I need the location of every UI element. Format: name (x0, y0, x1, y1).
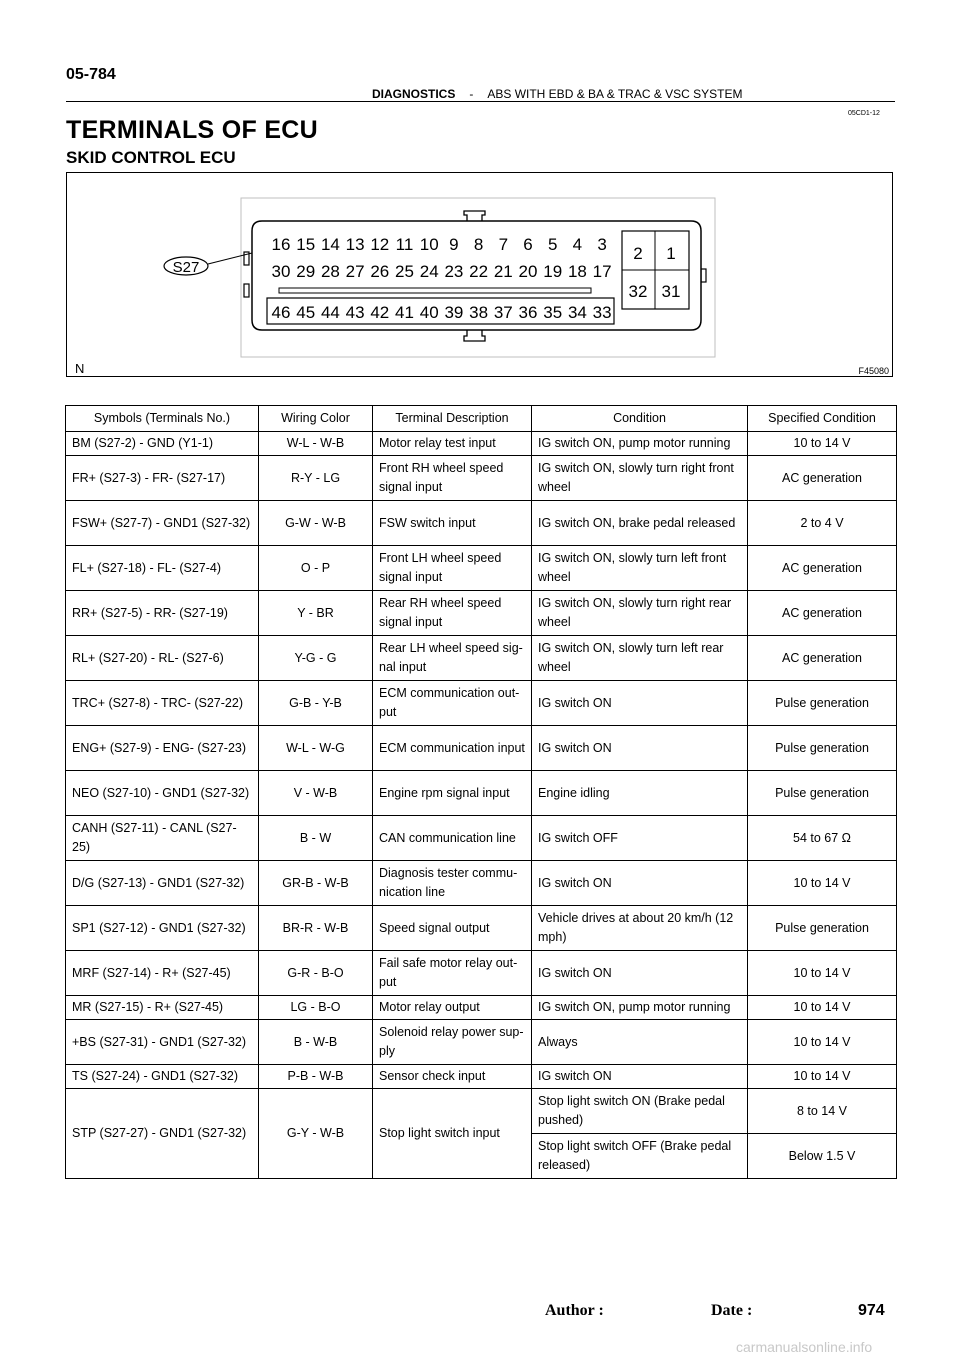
table-row (66, 432, 897, 456)
table-row (66, 771, 897, 816)
author-label: Author : (545, 1302, 604, 1319)
pin-number: 27 (345, 262, 365, 281)
pin-number: 17 (592, 262, 612, 281)
power-pin-number: 2 (633, 244, 643, 263)
cell-terminal-description: Engine rpm signal input (373, 771, 532, 816)
cell-symbols: ENG+ (S27-9) - ENG- (S27-23) (66, 726, 259, 771)
pin-number: 45 (296, 303, 316, 322)
cell-wiring-color: V - W-B (259, 771, 373, 816)
table-header-row (66, 406, 897, 432)
pin-number: 11 (395, 235, 414, 254)
cell-symbols: CANH (S27-11) - CANL (S27-25) (66, 816, 259, 861)
pin-number: 24 (419, 262, 439, 281)
pin-number: 46 (271, 303, 291, 322)
cell-specified-condition: 10 to 14 V (748, 996, 897, 1020)
cell-symbols: TRC+ (S27-8) - TRC- (S27-22) (66, 681, 259, 726)
cell-condition: IG switch ON, pump motor running (532, 432, 748, 456)
cell-terminal-description: Rear RH wheel speed signal input (373, 591, 532, 636)
pin-number: 7 (498, 235, 509, 254)
figure-code: F45080 (858, 366, 889, 376)
cell-terminal-description: Rear LH wheel speed sig-nal input (373, 636, 532, 681)
cell-wiring-color: B - W (259, 816, 373, 861)
pin-number: 44 (320, 303, 340, 322)
cell-wiring-color: G-R - B-O (259, 951, 373, 996)
connector-top-tab (464, 211, 485, 221)
cell-condition: IG switch ON (532, 1065, 748, 1089)
document-id: 05CD1-12 (848, 110, 880, 117)
cell-condition: IG switch ON (532, 861, 748, 906)
table-row (66, 501, 897, 546)
pin-number: 39 (444, 303, 464, 322)
cell-symbols: FL+ (S27-18) - FL- (S27-4) (66, 546, 259, 591)
pin-number: 15 (296, 235, 316, 254)
table-row (66, 1065, 897, 1089)
date-label: Date : (711, 1302, 753, 1319)
pin-number: 38 (469, 303, 489, 322)
table-row (66, 591, 897, 636)
pin-number: 3 (597, 235, 607, 254)
cell-terminal-description: Front RH wheel speed signal input (373, 456, 532, 501)
cell-symbols: NEO (S27-10) - GND1 (S27-32) (66, 771, 259, 816)
cell-symbols: RL+ (S27-20) - RL- (S27-6) (66, 636, 259, 681)
pin-number: 43 (345, 303, 365, 322)
pin-number: 21 (493, 262, 513, 281)
cell-terminal-description: Motor relay test input (373, 432, 532, 456)
section-title: DIAGNOSTICS (372, 87, 456, 101)
cell-symbols: FR+ (S27-3) - FR- (S27-17) (66, 456, 259, 501)
cell-wiring-color: GR-B - W-B (259, 861, 373, 906)
cell-specified-condition: 2 to 4 V (748, 501, 897, 546)
cell-terminal-description: Stop light switch input (373, 1089, 532, 1179)
cell-condition: IG switch ON, pump motor running (532, 996, 748, 1020)
cell-terminal-description: Solenoid relay power sup-ply (373, 1020, 532, 1065)
pin-number: 13 (345, 235, 365, 254)
page-subtitle: SKID CONTROL ECU (66, 148, 236, 167)
cell-condition: IG switch ON (532, 726, 748, 771)
table-row (66, 1020, 897, 1065)
cell-symbols: +BS (S27-31) - GND1 (S27-32) (66, 1020, 259, 1065)
cell-specified-condition: Pulse generation (748, 906, 897, 951)
header-wiring-color: Wiring Color (259, 406, 373, 432)
pin-number: 19 (543, 262, 563, 281)
cell-condition: IG switch ON, slowly turn left front wheel (532, 546, 748, 591)
pin-number: 29 (296, 262, 316, 281)
cell-symbols: MRF (S27-14) - R+ (S27-45) (66, 951, 259, 996)
cell-wiring-color: G-W - W-B (259, 501, 373, 546)
cell-terminal-description: Diagnosis tester commu-nication line (373, 861, 532, 906)
terminal-table (65, 405, 897, 1179)
cell-symbols: RR+ (S27-5) - RR- (S27-19) (66, 591, 259, 636)
cell-terminal-description: CAN communication line (373, 816, 532, 861)
cell-specified-condition: Pulse generation (748, 681, 897, 726)
header-rule (66, 101, 895, 102)
table-row (66, 456, 897, 501)
cell-symbols: STP (S27-27) - GND1 (S27-32) (66, 1089, 259, 1179)
cell-symbols: D/G (S27-13) - GND1 (S27-32) (66, 861, 259, 906)
cell-wiring-color: B - W-B (259, 1020, 373, 1065)
pin-number: 25 (395, 262, 414, 281)
header-dash: - (469, 87, 474, 101)
power-pin-number: 32 (628, 282, 648, 301)
cell-wiring-color: Y - BR (259, 591, 373, 636)
table-row (66, 726, 897, 771)
cell-wiring-color: BR-R - W-B (259, 906, 373, 951)
cell-terminal-description: Fail safe motor relay out-put (373, 951, 532, 996)
cell-specified-condition: Pulse generation (748, 726, 897, 771)
cell-specified-condition: 10 to 14 V (748, 861, 897, 906)
page-title: TERMINALS OF ECU (66, 116, 319, 144)
cell-specified-condition: 54 to 67 Ω (748, 816, 897, 861)
cell-symbols: TS (S27-24) - GND1 (S27-32) (66, 1065, 259, 1089)
pin-number: 8 (473, 235, 484, 254)
cell-specified-condition: AC generation (748, 636, 897, 681)
figure-corner-label: N (75, 361, 85, 376)
pin-number: 36 (518, 303, 538, 322)
connector-label-leader (208, 253, 252, 264)
cell-condition: Stop light switch OFF (Brake pedal released) (532, 1134, 748, 1179)
cell-terminal-description: ECM communication input (373, 726, 532, 771)
footer-page-number: 974 (858, 1302, 885, 1319)
table-row (66, 546, 897, 591)
table-row (66, 861, 897, 906)
pin-number: 42 (370, 303, 390, 322)
power-pin-number: 31 (661, 282, 681, 301)
pin-number: 20 (518, 262, 538, 281)
pin-number: 40 (419, 303, 439, 322)
cell-terminal-description: ECM communication out-put (373, 681, 532, 726)
cell-condition: Engine idling (532, 771, 748, 816)
cell-specified-condition: 10 to 14 V (748, 951, 897, 996)
table-row (66, 951, 897, 996)
cell-specified-condition: Below 1.5 V (748, 1134, 897, 1179)
cell-symbols: FSW+ (S27-7) - GND1 (S27-32) (66, 501, 259, 546)
table-row (66, 681, 897, 726)
cell-specified-condition: 10 to 14 V (748, 1020, 897, 1065)
connector-bottom-tab (464, 330, 485, 341)
cell-terminal-description: Sensor check input (373, 1065, 532, 1089)
pin-number: 35 (543, 303, 563, 322)
header-condition: Condition (532, 406, 748, 432)
pin-number: 14 (320, 235, 340, 254)
connector-diagram (67, 173, 894, 378)
cell-condition: IG switch ON, slowly turn left rear wheel (532, 636, 748, 681)
cell-condition: IG switch ON (532, 951, 748, 996)
connector-label: S27 (172, 259, 200, 276)
pin-number: 4 (572, 235, 583, 254)
cell-condition: IG switch ON, slowly turn right rear wheel (532, 591, 748, 636)
pin-number: 23 (444, 262, 464, 281)
pin-number: 33 (592, 303, 612, 322)
pin-number: 28 (320, 262, 340, 281)
pin-number: 26 (370, 262, 390, 281)
pin-number: 30 (271, 262, 291, 281)
cell-terminal-description: Speed signal output (373, 906, 532, 951)
power-pin-number: 1 (666, 244, 676, 263)
cell-terminal-description: FSW switch input (373, 501, 532, 546)
cell-wiring-color: R-Y - LG (259, 456, 373, 501)
cell-symbols: SP1 (S27-12) - GND1 (S27-32) (66, 906, 259, 951)
table-body (66, 432, 897, 1179)
cell-condition: IG switch ON, slowly turn right front wheel (532, 456, 748, 501)
cell-condition: Stop light switch ON (Brake pedal pushed) (532, 1089, 748, 1134)
cell-specified-condition: Pulse generation (748, 771, 897, 816)
table-row (66, 1089, 897, 1134)
pin-number: 18 (567, 262, 587, 281)
cell-symbols: MR (S27-15) - R+ (S27-45) (66, 996, 259, 1020)
cell-specified-condition: AC generation (748, 456, 897, 501)
cell-specified-condition: 10 to 14 V (748, 1065, 897, 1089)
watermark: carmanualsonline.info (736, 1339, 873, 1355)
header-symbols: Symbols (Terminals No.) (66, 406, 259, 432)
cell-condition: Vehicle drives at about 20 km/h (12 mph) (532, 906, 748, 951)
cell-wiring-color: Y-G - G (259, 636, 373, 681)
cell-terminal-description: Front LH wheel speed signal input (373, 546, 532, 591)
pin-number: 34 (567, 303, 587, 322)
pin-number: 6 (523, 235, 533, 254)
pin-number: 22 (469, 262, 489, 281)
pin-number: 37 (493, 303, 513, 322)
cell-symbols: BM (S27-2) - GND (Y1-1) (66, 432, 259, 456)
cell-specified-condition: 8 to 14 V (748, 1089, 897, 1134)
cell-wiring-color: P-B - W-B (259, 1065, 373, 1089)
connector-left-notch-bottom (244, 284, 249, 297)
cell-condition: Always (532, 1020, 748, 1065)
cell-condition: IG switch OFF (532, 816, 748, 861)
pin-number: 41 (395, 303, 414, 322)
pin-number: 5 (547, 235, 558, 254)
connector-figure (66, 172, 893, 377)
cell-specified-condition: AC generation (748, 546, 897, 591)
cell-wiring-color: G-Y - W-B (259, 1089, 373, 1179)
running-header (372, 87, 743, 101)
cell-wiring-color: W-L - W-G (259, 726, 373, 771)
header-terminal-description: Terminal Description (373, 406, 532, 432)
cell-wiring-color: LG - B-O (259, 996, 373, 1020)
cell-specified-condition: AC generation (748, 591, 897, 636)
table-row (66, 996, 897, 1020)
pin-number: 16 (271, 235, 291, 254)
pin-number: 12 (370, 235, 390, 254)
pin-number: 9 (449, 235, 459, 254)
cell-wiring-color: G-B - Y-B (259, 681, 373, 726)
page-number: 05-784 (66, 66, 116, 83)
cell-condition: IG switch ON (532, 681, 748, 726)
cell-wiring-color: O - P (259, 546, 373, 591)
subsection-title: ABS WITH EBD & BA & TRAC & VSC SYSTEM (487, 87, 743, 101)
table-row (66, 816, 897, 861)
cell-condition: IG switch ON, brake pedal released (532, 501, 748, 546)
table-row (66, 906, 897, 951)
cell-terminal-description: Motor relay output (373, 996, 532, 1020)
cell-wiring-color: W-L - W-B (259, 432, 373, 456)
pin-number: 10 (419, 235, 439, 254)
cell-specified-condition: 10 to 14 V (748, 432, 897, 456)
table-row (66, 636, 897, 681)
header-specified-condition: Specified Condition (748, 406, 897, 432)
